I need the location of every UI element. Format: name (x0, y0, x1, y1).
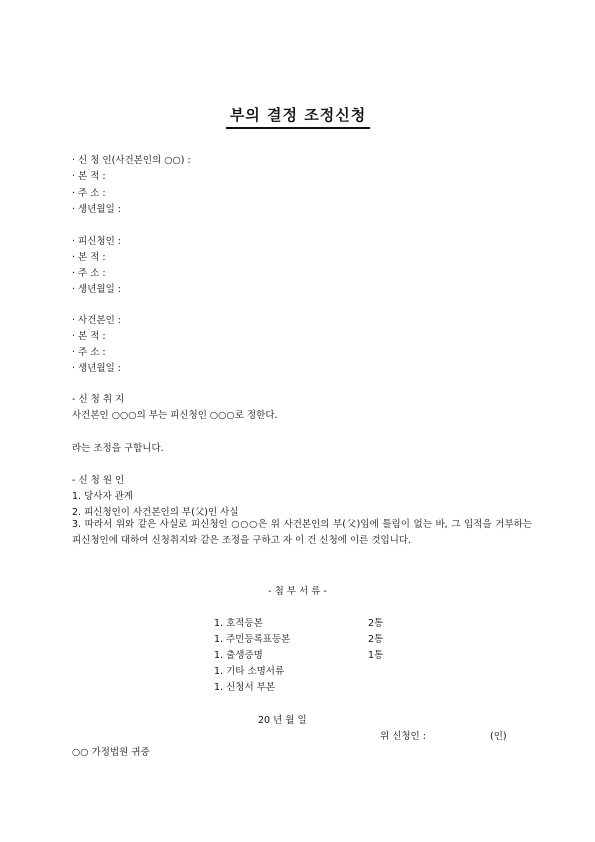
applicant-header: · 신 청 인(사건본인의 ○○) : (72, 155, 191, 166)
cause-heading: - 신 청 원 인 (72, 475, 125, 486)
attachment-name: 1. 출생증명 (214, 650, 263, 661)
attachment-name: 1. 주민등록표등본 (214, 634, 291, 645)
applicant-address: · 주 소 : (72, 188, 106, 199)
attachments-heading: - 첨 부 서 류 - (268, 586, 327, 597)
filing-date: 20 년 월 일 (258, 715, 307, 726)
applicant-registry: · 본 적 : (72, 171, 106, 182)
subject-address: · 주 소 : (72, 347, 106, 358)
cause-item: 1. 당사자 관계 (72, 491, 133, 502)
court-recipient: ○○ 가정법원 귀중 (72, 747, 150, 758)
attachment-name: 1. 호적등본 (214, 618, 263, 629)
attachment-count: 2통 (368, 618, 384, 629)
attachment-count: 2통 (368, 634, 384, 645)
respondent-address: · 주 소 : (72, 268, 106, 279)
subject-header: · 사건본인 : (72, 315, 121, 326)
signer-seal: (인) (490, 731, 507, 742)
purpose-request: 라는 조정을 구합니다. (72, 443, 164, 454)
cause-item: 2. 피신청인이 사건본인의 부(父)인 사실 (72, 507, 239, 518)
subject-registry: · 본 적 : (72, 331, 106, 342)
cause-item-paragraph: 3. 따라서 위와 같은 사실로 피신청인 ○○○은 위 사건본인의 부(父)임에 틀림이 없는 바, 그 입적을 거부하는 피신청인에 대하여 신청취지와 같은 조정을 구하고 자 이 건 신청에 이른 것입니다. (72, 519, 532, 546)
subject-birthdate: · 생년월일 : (72, 363, 121, 374)
respondent-registry: · 본 적 : (72, 252, 106, 263)
title-underline (226, 127, 370, 129)
respondent-header: · 피신청인 : (72, 236, 121, 247)
respondent-birthdate: · 생년월일 : (72, 284, 121, 295)
attachment-name: 1. 기타 소명서류 (214, 666, 285, 677)
signer-label: 위 신청인 : (380, 731, 426, 742)
applicant-birthdate: · 생년월일 : (72, 204, 121, 215)
purpose-text: 사건본인 ○○○의 부는 피신청인 ○○○로 정한다. (72, 410, 278, 421)
attachment-name: 1. 신청서 부본 (214, 682, 275, 693)
purpose-heading: - 신 청 취 지 (72, 394, 125, 405)
attachment-count: 1통 (368, 650, 384, 661)
page-title: 부의 결정 조정신청 (229, 106, 367, 124)
